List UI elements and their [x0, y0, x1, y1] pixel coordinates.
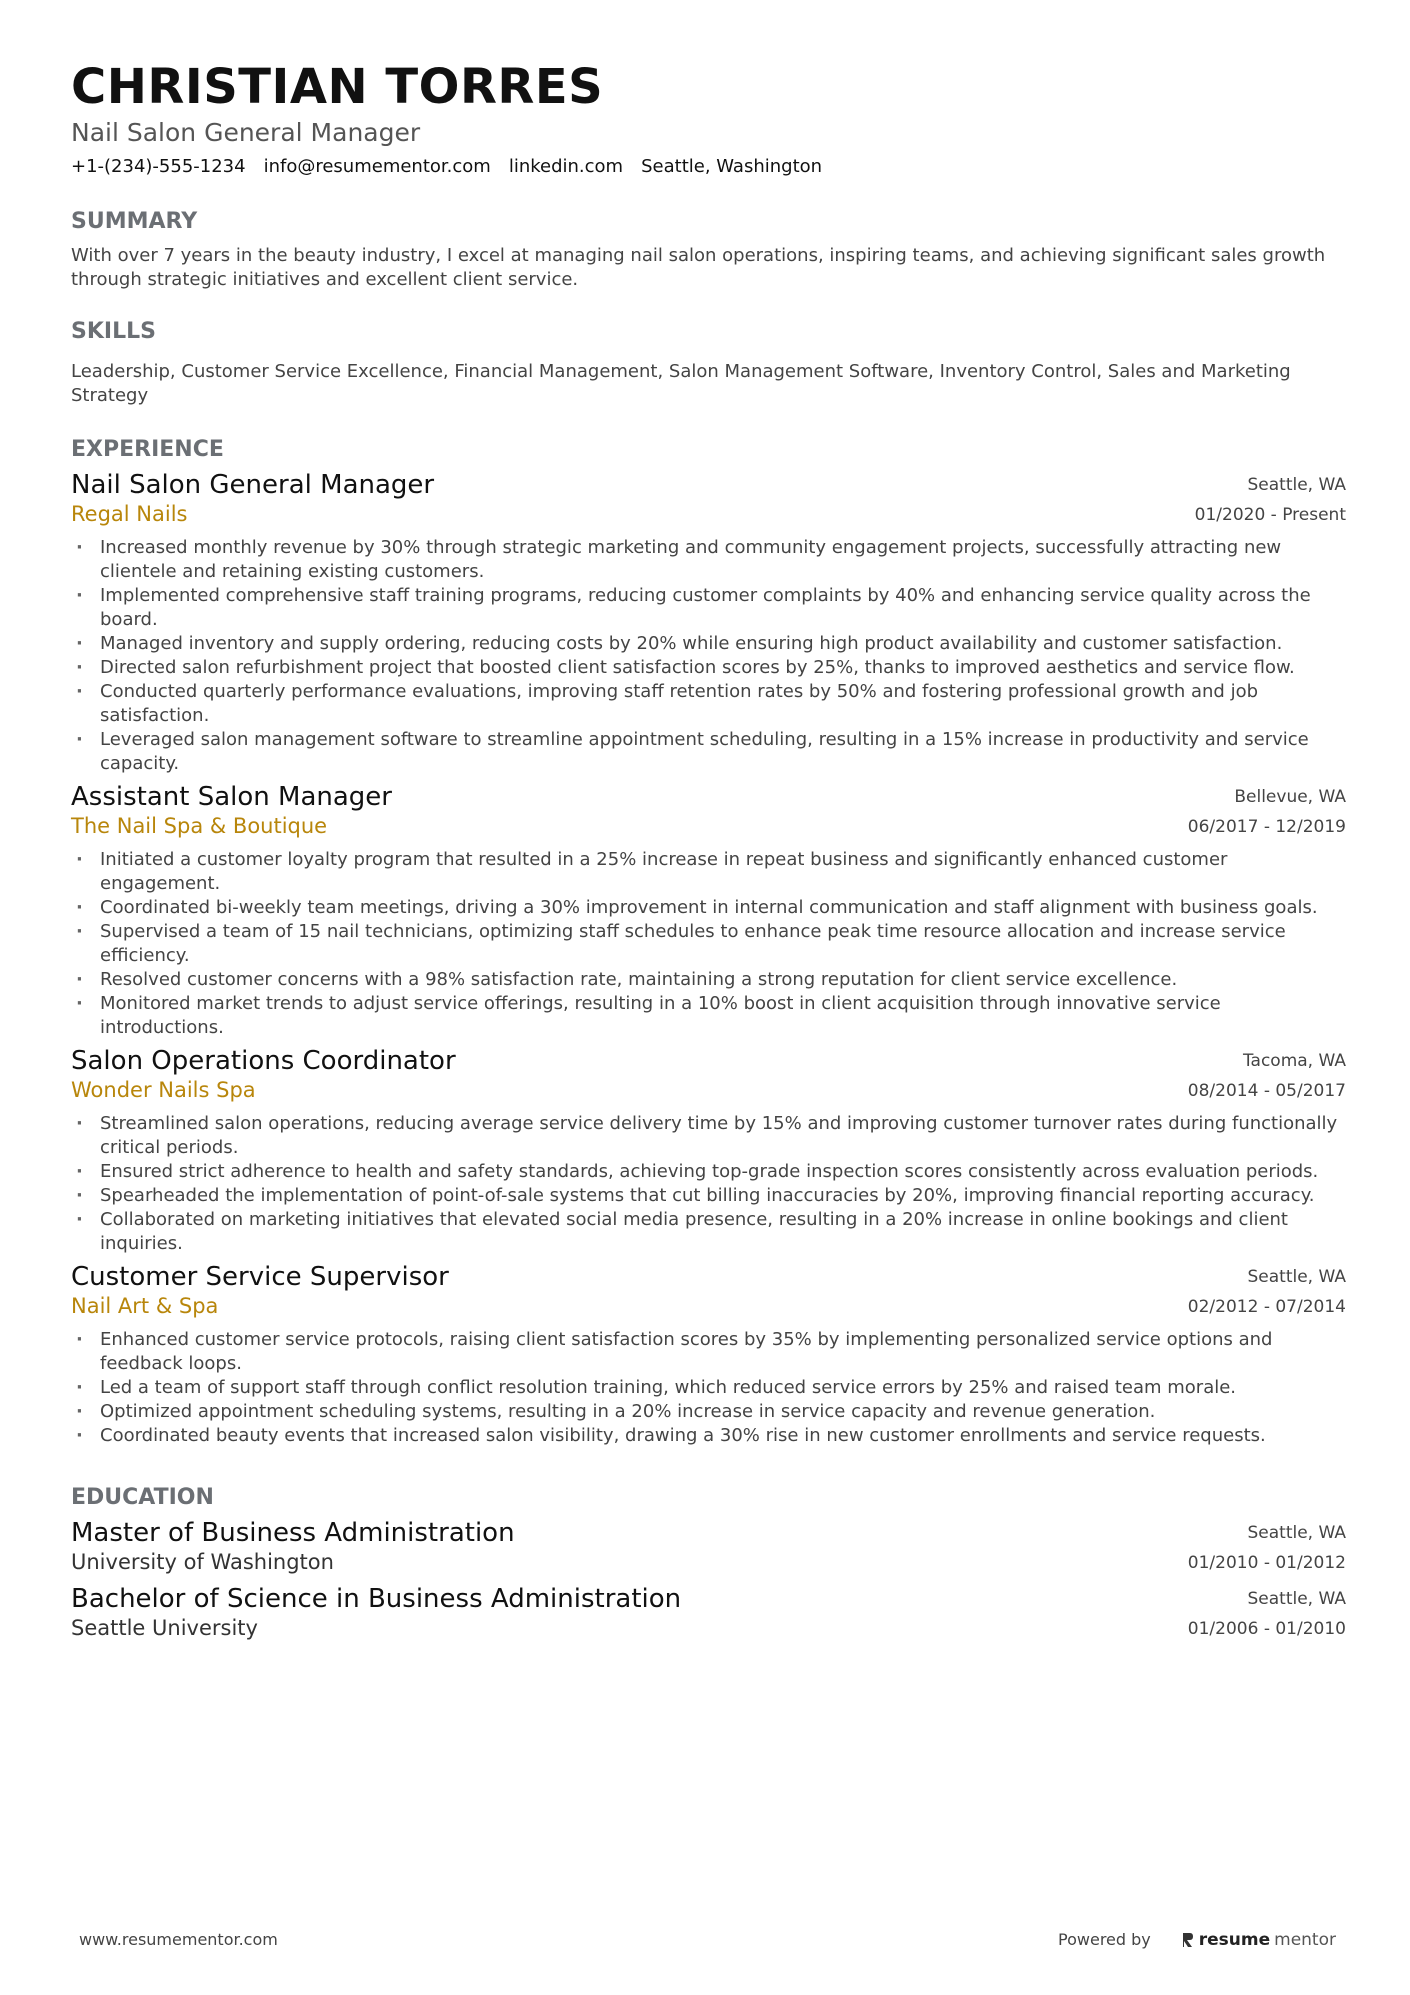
job-bullet: · Implemented comprehensive staff training programs, reducing customer complaints by 40% and enhancing service quality across the board.	[71, 584, 1346, 632]
job-role: Salon Operations Coordinator	[71, 1046, 456, 1076]
job-bullet: · Conducted quarterly performance evaluations, improving staff retention rates by 50% and fostering professional growth and job satisfaction.	[71, 680, 1346, 728]
job-meta	[1188, 782, 1346, 842]
job-header	[71, 470, 1346, 530]
education-entry	[71, 1518, 1346, 1578]
education-heading: EDUCATION	[71, 1485, 214, 1510]
job-dates: 06/2017 - 12/2019	[1187, 817, 1346, 837]
education-header	[71, 1584, 1346, 1644]
education-location: Seattle, WA	[1247, 1523, 1346, 1543]
job-bullet: · Directed salon refurbishment project that boosted client satisfaction scores by 25%, thanks to improved aesthetics and service flow.	[71, 656, 1346, 680]
job-dates: 02/2012 - 07/2014	[1187, 1297, 1346, 1317]
footer	[0, 1925, 1410, 1955]
job-title-block	[71, 1046, 456, 1104]
job-entry	[71, 1046, 1346, 1256]
powered-by-label: Powered by	[1058, 1930, 1151, 1949]
job-bullet: · Resolved customer concerns with a 98% satisfaction rate, maintaining a strong reputation for client service excellence.	[71, 968, 1346, 992]
job-bullet: · Ensured strict adherence to health and safety standards, achieving top-grade inspection scores consistently across evaluation periods.	[71, 1160, 1346, 1184]
job-bullet: · Coordinated beauty events that increased salon visibility, drawing a 30% rise in new customer enrollments and service requests.	[71, 1424, 1346, 1448]
contact-email[interactable]: info@resumementor.com	[263, 156, 491, 177]
job-bullet: · Coordinated bi-weekly team meetings, driving a 30% improvement in internal communication and staff alignment with business goals.	[71, 896, 1346, 920]
job-bullet: · Leveraged salon management software to streamline appointment scheduling, resulting in a 15% increase in productivity and service capacity.	[71, 728, 1346, 776]
education-section	[71, 1484, 1346, 1644]
education-dates: 01/2010 - 01/2012	[1187, 1553, 1346, 1573]
education-title-block	[71, 1518, 515, 1576]
job-bullets	[71, 848, 1346, 1040]
contact-phone: +1-(234)-555-1234	[71, 156, 246, 177]
job-bullet: · Increased monthly revenue by 30% through strategic marketing and community engagement projects, successfully attracting new clientele and retaining existing customers.	[71, 536, 1346, 584]
footer-branding	[1058, 1925, 1336, 1955]
job-dates: 01/2020 - Present	[1194, 505, 1346, 525]
job-role: Assistant Salon Manager	[71, 782, 392, 812]
education-dates: 01/2006 - 01/2010	[1187, 1619, 1346, 1639]
summary-text: With over 7 years in the beauty industry, I excel at managing nail salon operations, inspiring teams, and achieving significant sales growth through strategic initiatives and excellent client service.	[71, 245, 1326, 290]
job-title-block	[71, 1262, 449, 1320]
job-entry	[71, 782, 1346, 1040]
education-school: University of Washington	[71, 1550, 334, 1574]
logo-text-light: mentor	[1274, 1930, 1336, 1950]
job-bullet: · Collaborated on marketing initiatives that elevated social media presence, resulting in a 20% increase in online bookings and client inquiries.	[71, 1208, 1346, 1256]
job-list	[71, 470, 1346, 1448]
job-entry	[71, 470, 1346, 776]
job-bullet: · Managed inventory and supply ordering, reducing costs by 20% while ensuring high product availability and customer satisfaction.	[71, 632, 1346, 656]
education-school: Seattle University	[71, 1616, 258, 1640]
candidate-title: Nail Salon General Manager	[71, 118, 421, 147]
job-location: Bellevue, WA	[1234, 787, 1346, 807]
education-entry	[71, 1584, 1346, 1644]
job-company: Nail Art & Spa	[71, 1294, 219, 1318]
logo-text-bold: resume	[1198, 1930, 1271, 1950]
job-entry	[71, 1262, 1346, 1448]
job-role: Nail Salon General Manager	[71, 470, 435, 500]
job-bullet: · Supervised a team of 15 nail technicians, optimizing staff schedules to enhance peak time resource allocation and increase service efficiency.	[71, 920, 1346, 968]
job-bullet: · Optimized appointment scheduling systems, resulting in a 20% increase in service capacity and revenue generation.	[71, 1400, 1346, 1424]
job-bullet: · Monitored market trends to adjust service offerings, resulting in a 10% boost in client acquisition through innovative service introductions.	[71, 992, 1346, 1040]
job-company: Wonder Nails Spa	[71, 1078, 256, 1102]
education-header	[71, 1518, 1346, 1578]
job-location: Seattle, WA	[1247, 1267, 1346, 1287]
footer-website[interactable]: www.resumementor.com	[79, 1930, 278, 1949]
skills-section	[71, 318, 1346, 408]
job-company: The Nail Spa & Boutique	[71, 814, 328, 838]
skills-text: Leadership, Customer Service Excellence, Financial Management, Salon Management Software, Inventory Control, Sales and Marketing Strategy	[71, 361, 1291, 406]
job-bullets	[71, 536, 1346, 776]
candidate-name: CHRISTIAN TORRES	[71, 59, 604, 115]
summary-heading: SUMMARY	[71, 209, 198, 234]
skills-heading: SKILLS	[71, 319, 156, 344]
job-dates: 08/2014 - 05/2017	[1187, 1081, 1346, 1101]
job-title-block	[71, 470, 434, 528]
education-location: Seattle, WA	[1247, 1589, 1346, 1609]
job-bullets	[71, 1328, 1346, 1448]
job-header	[71, 1262, 1346, 1322]
contact-linkedin[interactable]: linkedin.com	[508, 156, 624, 177]
education-degree: Bachelor of Science in Business Administration	[71, 1584, 682, 1614]
summary-section	[71, 208, 1346, 292]
resume-content	[71, 58, 1346, 1644]
job-bullet: · Spearheaded the implementation of point-of-sale systems that cut billing inaccuracies by 20%, improving financial reporting accuracy.	[71, 1184, 1346, 1208]
job-meta	[1195, 470, 1346, 530]
job-location: Tacoma, WA	[1242, 1051, 1346, 1071]
contact-row	[71, 156, 1346, 178]
education-meta	[1188, 1584, 1346, 1644]
job-bullet: · Enhanced customer service protocols, raising client satisfaction scores by 35% by implementing personalized service options and feedback loops.	[71, 1328, 1346, 1376]
job-meta	[1188, 1262, 1346, 1322]
job-role: Customer Service Supervisor	[71, 1262, 449, 1292]
job-bullet: · Led a team of support staff through conflict resolution training, which reduced service errors by 25% and raised team morale.	[71, 1376, 1346, 1400]
experience-section	[71, 436, 1346, 1448]
job-header	[71, 1046, 1346, 1106]
contact-location: Seattle, Washington	[641, 156, 823, 177]
job-location: Seattle, WA	[1247, 475, 1346, 495]
education-title-block	[71, 1584, 681, 1642]
job-bullet: · Streamlined salon operations, reducing average service delivery time by 15% and improving customer turnover rates during functionally critical periods.	[71, 1112, 1346, 1160]
job-bullets	[71, 1112, 1346, 1256]
job-company: Regal Nails	[71, 502, 188, 526]
job-bullet: · Initiated a customer loyalty program that resulted in a 25% increase in repeat business and significantly enhanced customer engagement.	[71, 848, 1346, 896]
education-meta	[1188, 1518, 1346, 1578]
education-list	[71, 1518, 1346, 1644]
job-header	[71, 782, 1346, 842]
job-meta	[1188, 1046, 1346, 1106]
education-degree: Master of Business Administration	[71, 1518, 515, 1548]
resumementor-logo[interactable]	[1181, 1925, 1336, 1955]
resumementor-logo-icon	[1181, 1931, 1195, 1949]
experience-heading: EXPERIENCE	[71, 437, 224, 462]
job-title-block	[71, 782, 392, 840]
